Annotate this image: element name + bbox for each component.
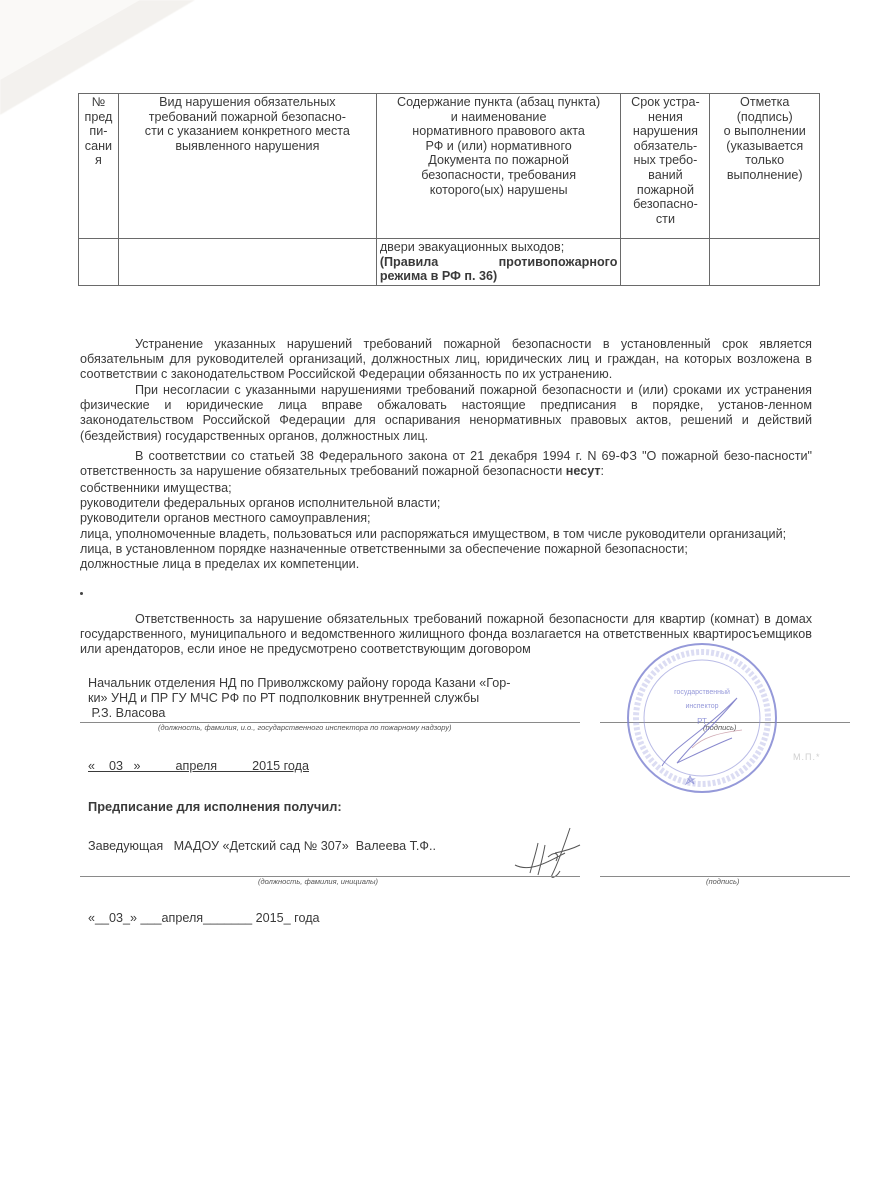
paragraph-tenants: Ответственность за нарушение обязательных требований пожарной безопасности для квартир (комнат) в домах государственного, муниципального и ведомственного жилищного фонда возлагается на ответственных квартиросъемщиков или арендаторов, если иное не предусмотрено соответствующим договором	[80, 612, 812, 657]
header-text: пожарной	[636, 182, 694, 197]
header-text: Отметка	[740, 95, 790, 109]
paragraph-responsibility-tail: :	[600, 464, 605, 479]
header-text: которого(ых) нарушены	[429, 182, 568, 197]
content-regulation: (Правила противопожарного	[379, 254, 618, 269]
recipient-signature-caption: (подпись)	[706, 877, 740, 886]
inspector-signature-caption: (подпись)	[703, 723, 737, 732]
svg-text:государственный: государственный	[674, 689, 730, 696]
paragraph-appeal: При несогласии с указанными нарушениями требований пожарной безопасности и (или) сроками их устранения физические и юридические лица вправе обжаловать настоящие предписания в порядке, установ-ленном законодательством Российской Федерации для оспаривания ненормативных правовых актов, решений и действий (бездействия) государственных органов, должностных лиц.	[80, 383, 812, 443]
header-text: Документа по пожарной	[428, 153, 569, 168]
page-fold-highlight	[0, 0, 140, 80]
header-text: сти	[655, 211, 675, 226]
recipient-position-caption: (должность, фамилия, инициалы)	[258, 877, 379, 886]
table-row	[79, 239, 820, 286]
list-item: руководители федеральных органов исполнительной власти;	[80, 496, 441, 511]
content-regulation-clause: режима в РФ п. 36)	[379, 269, 498, 284]
header-deadline	[621, 94, 710, 239]
header-text: пред	[84, 109, 113, 124]
list-item: руководители органов местного самоуправления;	[80, 511, 371, 526]
cell-violation	[118, 239, 376, 286]
header-text: я	[95, 153, 102, 168]
svg-text:РТ: РТ	[697, 717, 707, 726]
cell-mark	[710, 239, 820, 286]
header-violation-type	[118, 94, 376, 239]
header-text: выявленного нарушения	[175, 138, 320, 153]
header-number	[79, 94, 119, 239]
stamp-place-mark: М.П.*	[793, 752, 821, 762]
header-text: пи-	[89, 124, 108, 139]
header-content	[376, 94, 621, 239]
header-text: (подпись)	[736, 109, 793, 124]
header-text: ных требо-	[633, 153, 698, 168]
inspector-position-caption: (должность, фамилия, и.о., государственного инспектора по пожарному надзору)	[158, 723, 452, 732]
header-text: выполнение)	[726, 167, 803, 182]
list-item: лица, в установленном порядке назначенные ответственными за обеспечение пожарной безопасности;	[80, 541, 688, 556]
inspector-line: Начальник отделения НД по Приволжскому району города Казани «Гор-	[88, 676, 511, 690]
header-text: №	[91, 95, 106, 109]
issue-date: « 03 » апреля 2015 года	[88, 759, 309, 773]
header-text: только	[745, 153, 785, 168]
header-text: безопасно-	[633, 197, 698, 212]
inspector-block	[88, 676, 510, 721]
header-text: нарушения	[632, 124, 698, 139]
inspector-line: ки» УНД и ПР ГУ МЧС РФ по РТ подполковник внутренней службы	[88, 691, 480, 705]
header-text: ваний	[648, 167, 683, 182]
stray-dot	[80, 592, 83, 595]
violations-table	[78, 93, 820, 286]
header-text: Срок устра-	[631, 95, 700, 109]
receipt-recipient: Заведующая МАДОУ «Детский сад № 307» Валеева Т.Ф..	[88, 839, 436, 853]
inspector-name: Р.З. Власова	[88, 706, 166, 720]
cell-deadline	[621, 239, 710, 286]
receipt-title: Предписание для исполнения получил:	[88, 799, 342, 814]
list-item: должностные лица в пределах их компетенции.	[80, 557, 360, 572]
paragraph-responsibility	[80, 449, 812, 479]
content-text: двери эвакуационных выходов;	[379, 240, 565, 254]
header-text: и наименование	[450, 109, 547, 124]
list-item: собственники имущества;	[80, 481, 232, 495]
header-text: сани	[84, 138, 113, 153]
header-text: Содержание пункта (абзац пункта)	[397, 95, 601, 109]
cell-content	[376, 239, 621, 286]
paragraph-responsibility-text: В соответствии со статьей 38 Федерального закона от 21 декабря 1994 г. N 69-ФЗ "О пожарной безо-пасности" ответственность за нарушение обязательных требований пожарной безопасности	[80, 449, 812, 479]
paragraph-responsibility-bold: несут	[565, 464, 601, 479]
table-header-row	[79, 94, 820, 239]
header-text: обязатель-	[633, 138, 698, 153]
header-text: Вид нарушения обязательных	[159, 95, 336, 109]
header-completion-mark	[710, 94, 820, 239]
header-text: о выполнении	[723, 124, 806, 139]
list-item: лица, уполномоченные владеть, пользоваться или распоряжаться имуществом, в том числе руководители организаций;	[80, 526, 787, 541]
header-text: требований пожарной безопасно-	[148, 109, 346, 124]
paragraph-obligation: Устранение указанных нарушений требований пожарной безопасности в установленный срок является обязательным для руководителей организаций, должностных лиц, юридических лиц и граждан, на которых возложена в соответствии с законодательством Российской Федерации обязанность по их устранению.	[80, 337, 812, 382]
header-text: РФ и (или) нормативного	[425, 138, 572, 153]
header-text: сти с указанием конкретного места	[144, 124, 350, 139]
svg-text:инспектор: инспектор	[685, 703, 719, 710]
header-text: нения	[648, 109, 683, 124]
official-stamp	[622, 638, 782, 798]
header-text: нормативного правового акта	[412, 124, 585, 139]
responsible-list	[80, 481, 812, 572]
cell-number	[79, 239, 119, 286]
receipt-date: «__03_» ___апреля_______ 2015_ года	[88, 911, 320, 925]
header-text: безопасности, требования	[421, 167, 577, 182]
recipient-signature	[510, 823, 600, 883]
header-text: (указывается	[726, 138, 804, 153]
